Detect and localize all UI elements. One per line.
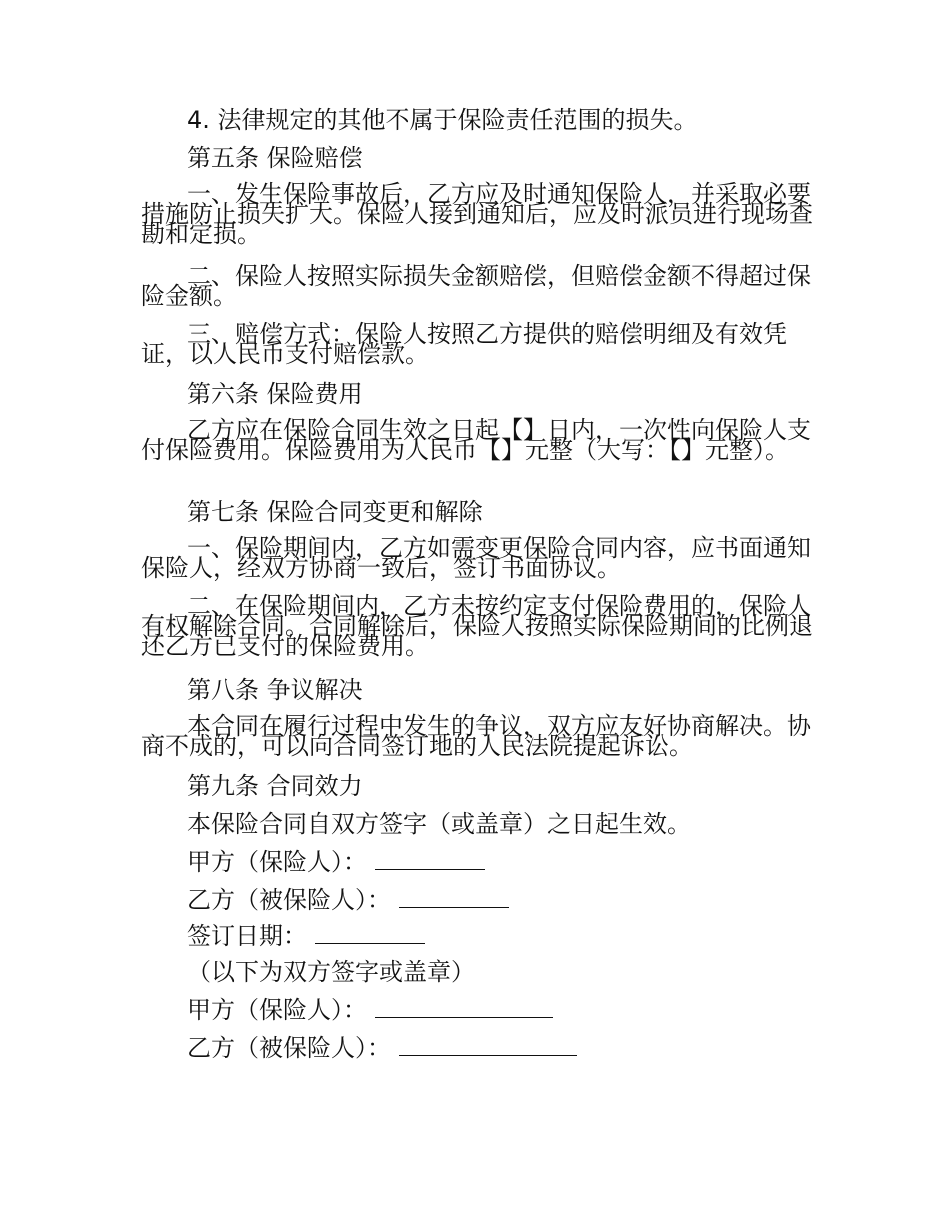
signature-party-b-line — [399, 889, 509, 908]
article-7-heading: 第七条 保险合同变更和解除 — [187, 498, 483, 526]
signature-note: （以下为双方签字或盖章） — [187, 958, 475, 986]
article-6-para-1: 乙方应在保险合同生效之日起【】日内，一次性向保险人支付保险费用。保险费用为人民币【】元整（大写：【】元整）。 — [141, 416, 811, 464]
signature-date — [187, 922, 425, 950]
article-9-para-1: 本保险合同自双方签字（或盖章）之日起生效。 — [187, 810, 691, 838]
signature-party-b-2-line — [399, 1037, 577, 1056]
signature-party-a-line — [375, 851, 485, 870]
article-7-para-1: 一、保险期间内，乙方如需变更保险合同内容，应书面通知保险人，经双方协商一致后，签订书面协议。 — [141, 534, 811, 582]
signature-party-a-2-line — [375, 999, 553, 1018]
signature-party-b-label: 乙方（被保险人）： — [187, 886, 391, 914]
signature-party-b-2 — [187, 1034, 577, 1062]
signature-date-label: 签订日期： — [187, 922, 307, 950]
signature-party-a-label: 甲方（保险人）： — [187, 848, 367, 876]
signature-party-b — [187, 886, 509, 914]
signature-date-line — [315, 925, 425, 944]
article-7-para-2: 二、在保险期间内，乙方未按约定支付保险费用的，保险人有权解除合同。合同解除后，保险人按照实际保险期间的比例退还乙方已支付的保险费用。 — [141, 592, 813, 660]
signature-party-a — [187, 848, 485, 876]
signature-party-b-2-label: 乙方（被保险人）： — [187, 1034, 391, 1062]
signature-party-a-2 — [187, 996, 553, 1024]
article-5-heading: 第五条 保险赔偿 — [187, 144, 363, 172]
article-5-para-2: 二、保险人按照实际损失金额赔偿，但赔偿金额不得超过保险金额。 — [141, 262, 811, 310]
signature-party-a-2-label: 甲方（保险人）： — [187, 996, 367, 1024]
article-8-heading: 第八条 争议解决 — [187, 676, 363, 704]
article-6-heading: 第六条 保险费用 — [187, 380, 363, 408]
article-5-para-1: 一、发生保险事故后，乙方应及时通知保险人，并采取必要措施防止损失扩大。保险人接到通知后，应及时派员进行现场查勘和定损。 — [141, 180, 813, 248]
article-9-heading: 第九条 合同效力 — [187, 772, 363, 800]
clause-item-4: 4. 法律规定的其他不属于保险责任范围的损失。 — [187, 106, 698, 134]
article-8-para-1: 本合同在履行过程中发生的争议，双方应友好协商解决。协商不成的，可以向合同签订地的人民法院提起诉讼。 — [141, 712, 811, 760]
article-5-para-3: 三、赔偿方式：保险人按照乙方提供的赔偿明细及有效凭证，以人民币支付赔偿款。 — [141, 320, 787, 368]
